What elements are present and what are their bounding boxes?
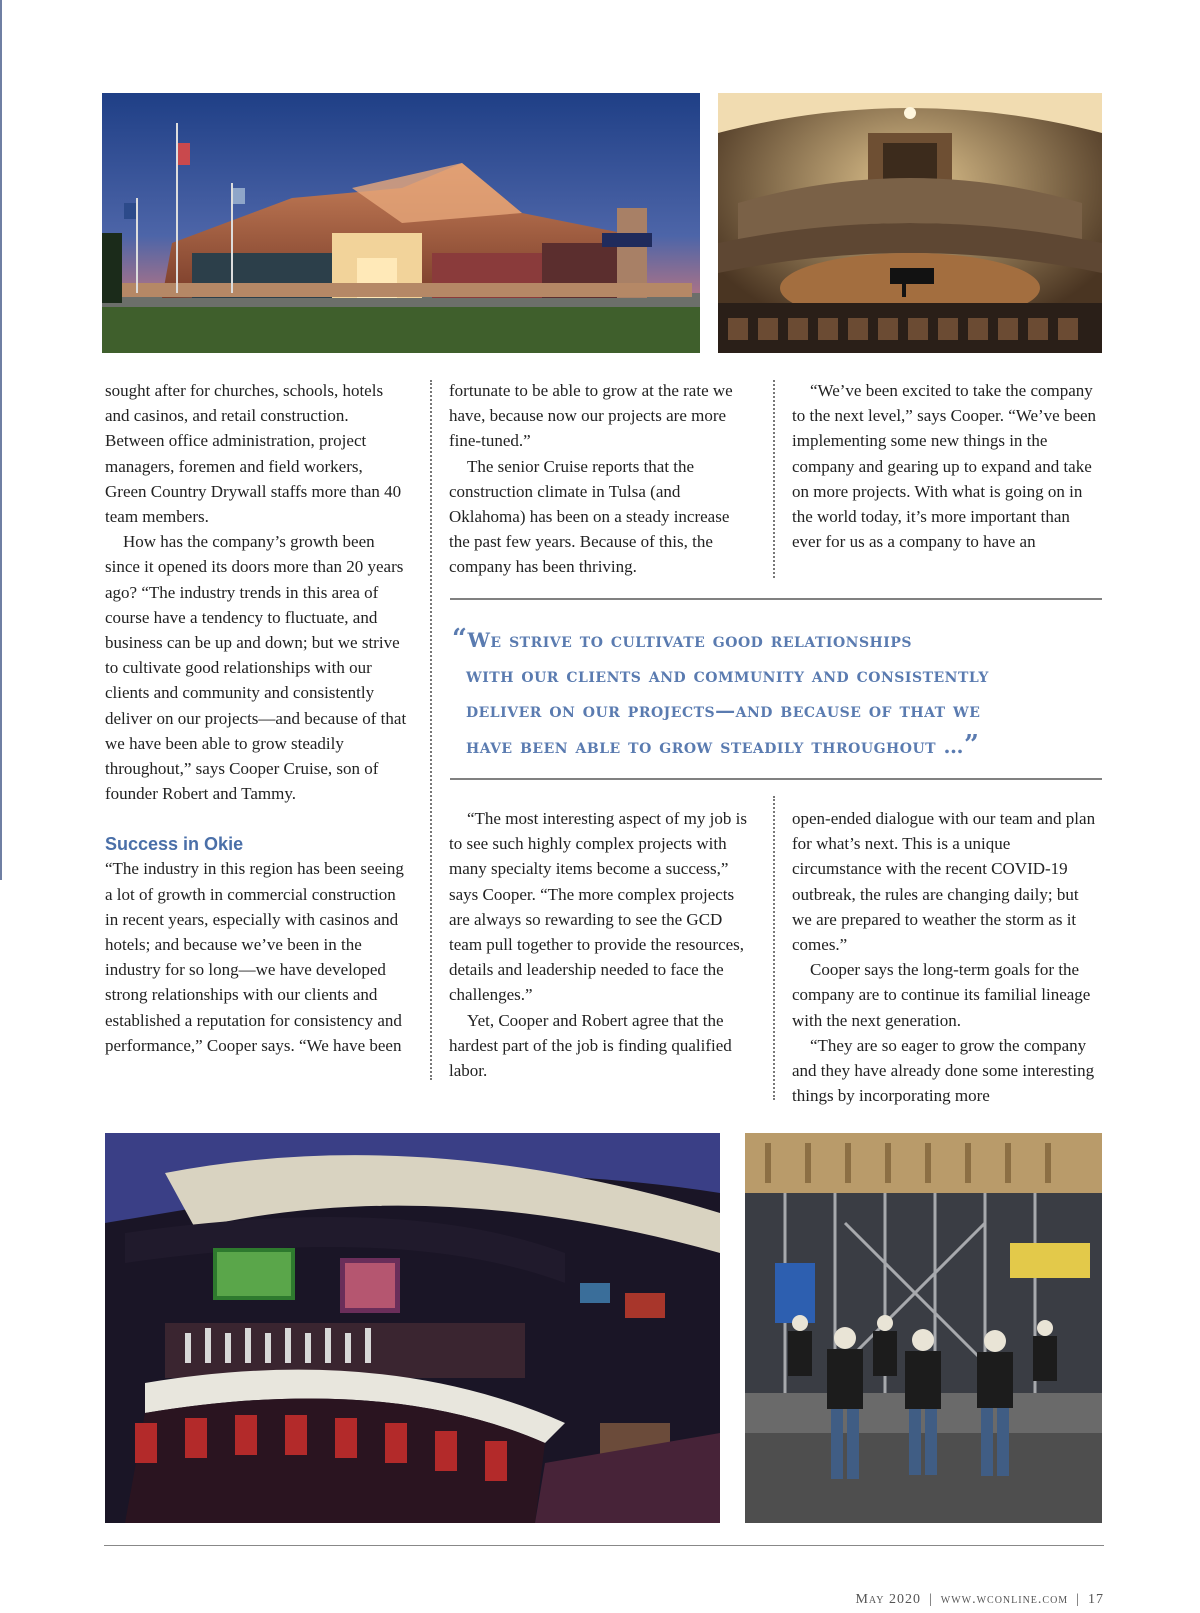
article-column-2-bottom (449, 806, 752, 1083)
body-paragraph: How has the company’s growth been since it opened its doors more than 20 years ago? “The industry trends in this area of course have a tendency to fluctuate, and business can be up and down; but we strive to cultivate good relationships with our clients and community and consistently deliver on our projects—and because of that we have been able to grow steadily throughout,” says Cooper Cruise, son of founder Robert and Tammy. (105, 532, 407, 804)
pullquote-line: have been able to grow steadily throughout …” (466, 730, 980, 760)
website: www.wconline.com (940, 1592, 1069, 1607)
footer-rule (104, 1545, 1104, 1546)
body-paragraph: The senior Cruise reports that the construction climate in Tulsa (and Oklahoma) has been on a steady increase the past few years. Because of this, the company has been thriving. (449, 456, 730, 577)
body-paragraph: open-ended dialogue with our team and plan for what’s next. This is a unique circumstance with the recent COVID-19 outbreak, the rules are changing daily; but we are prepared to weather the storm as it comes.” (792, 809, 1096, 955)
photo-sports-bar (105, 1133, 720, 1523)
body-paragraph: Cooper says the long-term goals for the company are to continue its familial lineage with the next generation. (792, 960, 1091, 1030)
page-number: 17 (1088, 1592, 1104, 1607)
pullquote-bottom-rule (450, 778, 1102, 780)
photo-auditorium (718, 93, 1102, 353)
issue-date: May 2020 (855, 1592, 921, 1607)
body-paragraph: “The industry in this region has been seeing a lot of growth in commercial construction in recent years, especially with casinos and hotels; and because we’ve been in the industry for so long—we have developed strong relationships with our clients and established a reputation for consistency and performance,” Cooper says. “We have been (105, 859, 404, 1055)
body-paragraph: Yet, Cooper and Robert agree that the hardest part of the job is finding qualified labor. (449, 1010, 732, 1081)
article-column-3-top (792, 378, 1097, 554)
article-column-3-bottom (792, 806, 1097, 1108)
page-footer (855, 1592, 1104, 1608)
pullquote (452, 622, 1092, 764)
column-divider (430, 380, 432, 1080)
open-quote-mark: “ (452, 624, 468, 654)
pullquote-line: “We strive to cultivate good relationships (452, 624, 912, 654)
column-divider (773, 796, 775, 1100)
article-column-2-top (449, 378, 752, 580)
photo-team (745, 1133, 1102, 1523)
section-heading: Success in Okie (105, 834, 244, 855)
article-column-1 (105, 378, 407, 1058)
body-paragraph: sought after for churches, schools, hotels and casinos, and retail construction. Between office administration, project managers, foremen and field workers, Green Country Drywall staffs more than 40 team members. (105, 381, 402, 527)
body-paragraph: “They are so eager to grow the company and they have already done some interesting things by incorporating more (792, 1035, 1095, 1106)
pullquote-line: with our clients and community and consistently (466, 663, 989, 687)
pullquote-top-rule (450, 598, 1102, 600)
footer-separator: | (1076, 1592, 1080, 1607)
pullquote-line: deliver on our projects—and because of that we (466, 698, 981, 722)
footer-separator: | (928, 1592, 933, 1607)
column-divider (773, 380, 775, 578)
photo-casino-exterior (102, 93, 700, 353)
body-paragraph: fortunate to be able to grow at the rate we have, because now our projects are more fine-tuned.” (449, 381, 733, 451)
body-paragraph: “We’ve been excited to take the company to the next level,” says Cooper. “We’ve been implementing some new things in the company and gearing up to expand and take on more projects. With what is going on in the world today, it’s more important than ever for us as a company to have an (792, 381, 1097, 552)
body-paragraph: “The most interesting aspect of my job is to see such highly complex projects with many specialty items become a success,” says Cooper. “The more complex projects are always so rewarding to see the GCD team pull together to provide the resources, details and leadership needed to face the challenges.” (449, 809, 747, 1005)
page-edge-strip (0, 0, 2, 880)
close-quote-mark: ” (964, 730, 980, 760)
